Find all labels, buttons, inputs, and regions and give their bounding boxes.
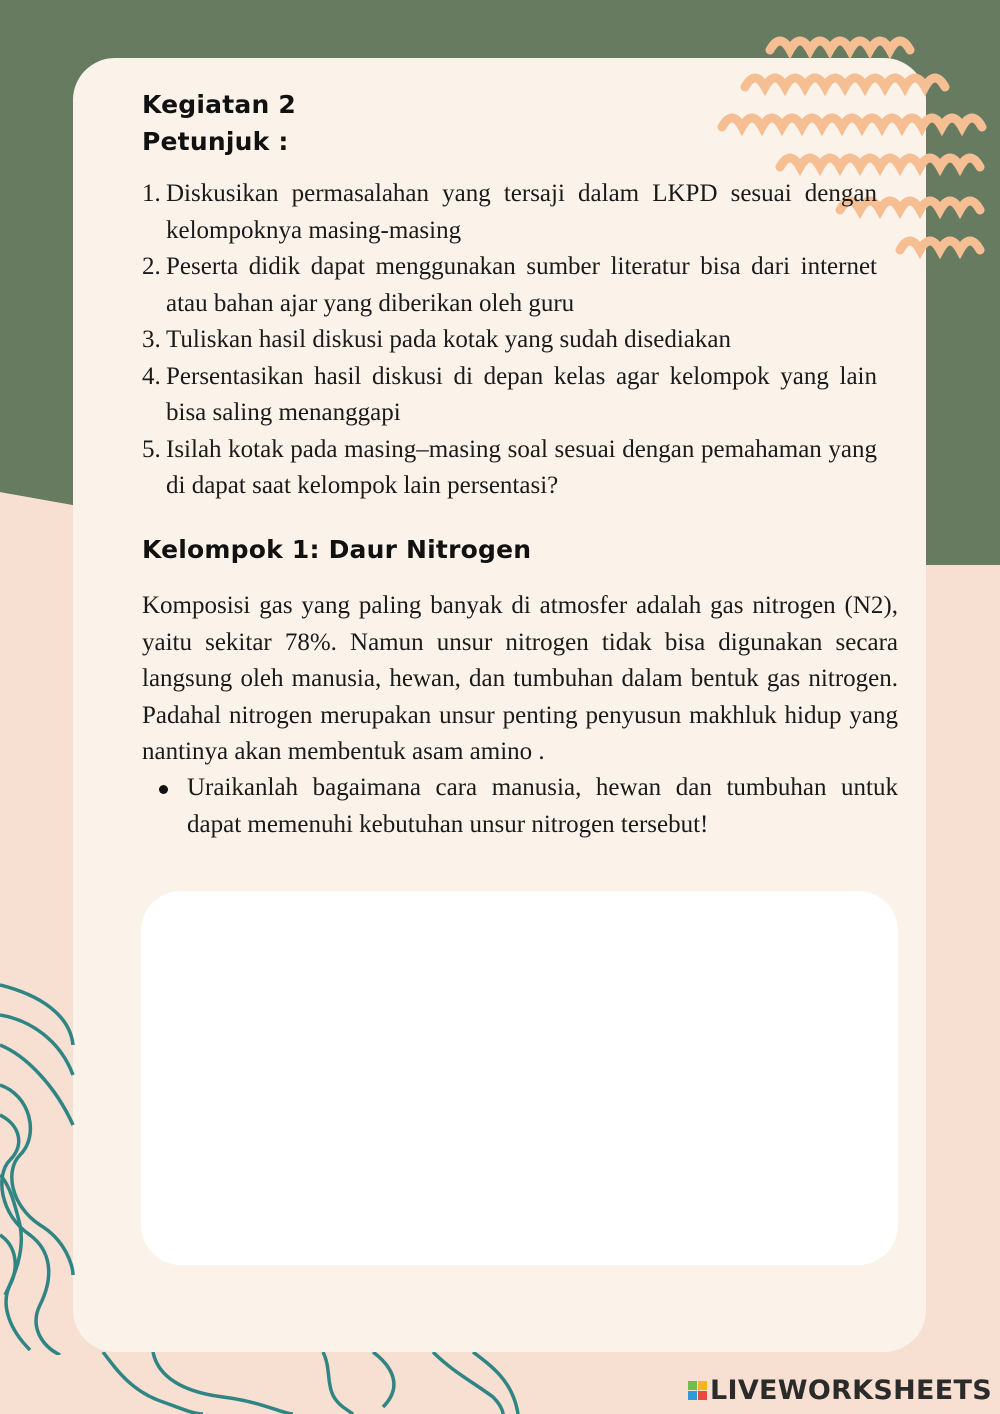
instruction-item: 5. Isilah kotak pada masing–masing soal sesuai dengan pemahaman yang di dapat saat kelompok lain persentasi? — [142, 435, 877, 499]
bullet-icon — [159, 785, 168, 794]
brand-text: LIVEWORKSHEETS — [709, 1375, 992, 1406]
instruction-item: 3. Tuliskan hasil diskusi pada kotak yang sudah disediakan — [142, 326, 731, 353]
question-text: Uraikanlah bagaimana cara manusia, hewan dan tumbuhan untuk dapat memenuhi kebutuhan unsur nitrogen tersebut! — [187, 774, 898, 838]
instructions-title: Petunjuk : — [142, 127, 289, 156]
instructions-list — [142, 176, 877, 505]
activity-title: Kegiatan 2 — [142, 90, 296, 119]
group-title: Kelompok 1: Daur Nitrogen — [142, 535, 532, 564]
instruction-item: 2. Peserta didik dapat menggunakan sumber literatur bisa dari internet atau bahan ajar yang diberikan oleh guru — [142, 253, 877, 317]
liveworksheets-brand — [688, 1375, 992, 1406]
topic-paragraph: Komposisi gas yang paling banyak di atmosfer adalah gas nitrogen (N2), yaitu sekitar 78%. Namun unsur nitrogen tidak bisa digunakan secara langsung oleh manusia, hewan, dan tumbuhan dalam bentuk gas nitrogen. Padahal nitrogen merupakan unsur penting penyusun makhluk hidup yang nantinya akan membentuk asam amino . — [142, 592, 898, 765]
instruction-item: 4. Persentasikan hasil diskusi di depan kelas agar kelompok yang lain bisa saling menanggapi — [142, 362, 877, 426]
contour-lines-bottom-decoration — [73, 1352, 543, 1414]
contour-lines-left-decoration — [0, 975, 75, 1355]
instruction-item: 1. Diskusikan permasalahan yang tersaji dalam LKPD sesuai dengan kelompoknya masing-masing — [142, 180, 877, 244]
answer-box[interactable] — [141, 891, 898, 1265]
liveworksheets-logo-icon — [688, 1381, 707, 1400]
